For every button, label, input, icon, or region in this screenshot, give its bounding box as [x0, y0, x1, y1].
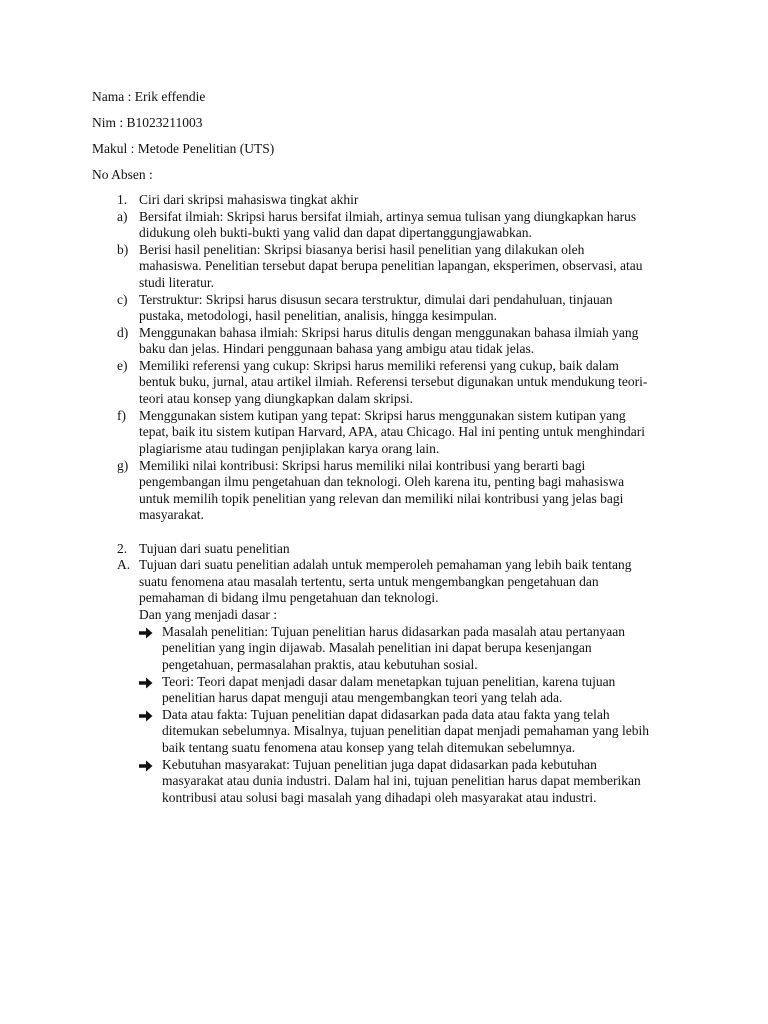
list-item-text: masyarakat.	[139, 507, 204, 522]
list-item-text: Berisi hasil penelitian: Skripsi biasanya berisi hasil penelitian yang dilakukan oleh	[139, 242, 585, 257]
list-item-label: c)	[117, 292, 128, 307]
section-2-number: 2.	[117, 541, 128, 556]
bullet-item-text: baik tentang suatu fenomena atau konsep yang telah ditemukan sebelumnya.	[162, 740, 576, 755]
attendance-number: No Absen :	[92, 167, 153, 182]
bullet-item-text: penelitian yang ingin dijawab. Masalah penelitian ini dapat berupa kesenjangan	[162, 640, 592, 655]
list-item-label: g)	[117, 458, 129, 473]
list-item-text: Tujuan dari suatu penelitian adalah untuk memperoleh pemahaman yang lebih baik tentang	[139, 557, 632, 572]
section-1-title: Ciri dari skripsi mahasiswa tingkat akhir	[139, 192, 359, 207]
list-item-text: untuk memilih topik penelitian yang relevan dan memiliki nilai kontribusi yang jelas bagi	[139, 491, 624, 506]
list-item-text: Memiliki nilai kontribusi: Skripsi harus memiliki nilai kontribusi yang berarti bagi	[139, 458, 586, 473]
list-item-label: d)	[117, 325, 129, 340]
bullet-item-text: penelitian harus dapat menguji atau mengembangkan teori yang telah ada.	[162, 690, 563, 705]
bullet-item-text: pengetahuan, permasalahan praktis, atau kebutuhan sosial.	[162, 657, 478, 672]
list-item-text: baku dan jelas. Hindari penggunaan bahasa yang ambigu atau tidak jelas.	[139, 341, 535, 356]
list-item-text: Menggunakan bahasa ilmiah: Skripsi harus ditulis dengan menggunakan bahasa ilmiah yang	[139, 325, 639, 340]
list-item-label: a)	[117, 209, 128, 224]
section-1-number: 1.	[117, 192, 128, 207]
list-item-text: studi literatur.	[139, 275, 214, 290]
arrow-right-icon	[139, 760, 153, 772]
course-name: Makul : Metode Penelitian (UTS)	[92, 141, 275, 156]
bullet-item-text: masyarakat atau dunia industri. Dalam hal ini, tujuan penelitian harus dapat memberikan	[162, 773, 641, 788]
list-item-text: Bersifat ilmiah: Skripsi harus bersifat ilmiah, artinya semua tulisan yang diungkapkan harus	[139, 209, 637, 224]
list-item-label: e)	[117, 358, 128, 373]
list-item-label: b)	[117, 242, 129, 257]
list-item-text: Terstruktur: Skripsi harus disusun secara terstruktur, dimulai dari pendahuluan, tinjauan	[139, 292, 613, 307]
arrow-right-icon	[139, 677, 153, 689]
list-item-text: Memiliki referensi yang cukup: Skripsi harus memiliki referensi yang cukup, baik dalam	[139, 358, 619, 373]
bullet-item-text: kontribusi atau solusi bagi masalah yang dihadapi oleh masyarakat atau industri.	[162, 790, 597, 805]
bullet-item-text: ditemukan sebelumnya. Misalnya, tujuan penelitian dapat menjadi pemahaman yang lebih	[162, 723, 649, 738]
arrow-right-icon	[139, 627, 153, 639]
list-item-text: Dan yang menjadi dasar :	[139, 607, 277, 622]
list-item-text: mahasiswa. Penelitian tersebut dapat berupa penelitian lapangan, eksperimen, observasi, atau	[139, 258, 643, 273]
bullet-item-text: Data atau fakta: Tujuan penelitian dapat didasarkan pada data atau fakta yang telah	[162, 707, 610, 722]
arrow-right-icon	[139, 710, 153, 722]
list-item-text: pemahaman di bidang ilmu pengetahuan dan teknologi.	[139, 590, 439, 605]
list-item-text: Menggunakan sistem kutipan yang tepat: Skripsi harus menggunakan sistem kutipan yang	[139, 408, 626, 423]
bullet-item-text: Kebutuhan masyarakat: Tujuan penelitian juga dapat didasarkan pada kebutuhan	[162, 757, 597, 772]
list-item-text: plagiarisme atau tudingan penjiplakan karya orang lain.	[139, 441, 440, 456]
bullet-item-text: Masalah penelitian: Tujuan penelitian harus didasarkan pada masalah atau pertanyaan	[162, 624, 625, 639]
list-item-text: pengembangan ilmu pengetahuan dan teknologi. Oleh karena itu, penting bagi mahasiswa	[139, 474, 625, 489]
student-nim: Nim : B1023211003	[92, 115, 203, 130]
list-item-text: tepat, baik itu sistem kutipan Harvard, APA, atau Chicago. Hal ini penting untuk menghindari	[139, 424, 646, 439]
bullet-item-text: Teori: Teori dapat menjadi dasar dalam menetapkan tujuan penelitian, karena tujuan	[162, 674, 616, 689]
list-item-label: A.	[117, 557, 131, 572]
list-item-label: f)	[117, 408, 126, 423]
student-name: Nama : Erik effendie	[92, 89, 206, 104]
list-item-text: pustaka, metodologi, hasil penelitian, analisis, hingga kesimpulan.	[139, 308, 498, 323]
section-2-title: Tujuan dari suatu penelitian	[139, 541, 290, 556]
list-item-text: didukung oleh bukti-bukti yang valid dan dapat dipertanggungjawabkan.	[139, 225, 532, 240]
list-item-text: bentuk buku, jurnal, atau artikel ilmiah. Referensi tersebut digunakan untuk mendukung teori-	[139, 374, 648, 389]
list-item-text: teori atau konsep yang diungkapkan dalam skripsi.	[139, 391, 414, 406]
list-item-text: suatu fenomena atau masalah tertentu, serta untuk mengembangkan pengetahuan dan	[139, 574, 599, 589]
